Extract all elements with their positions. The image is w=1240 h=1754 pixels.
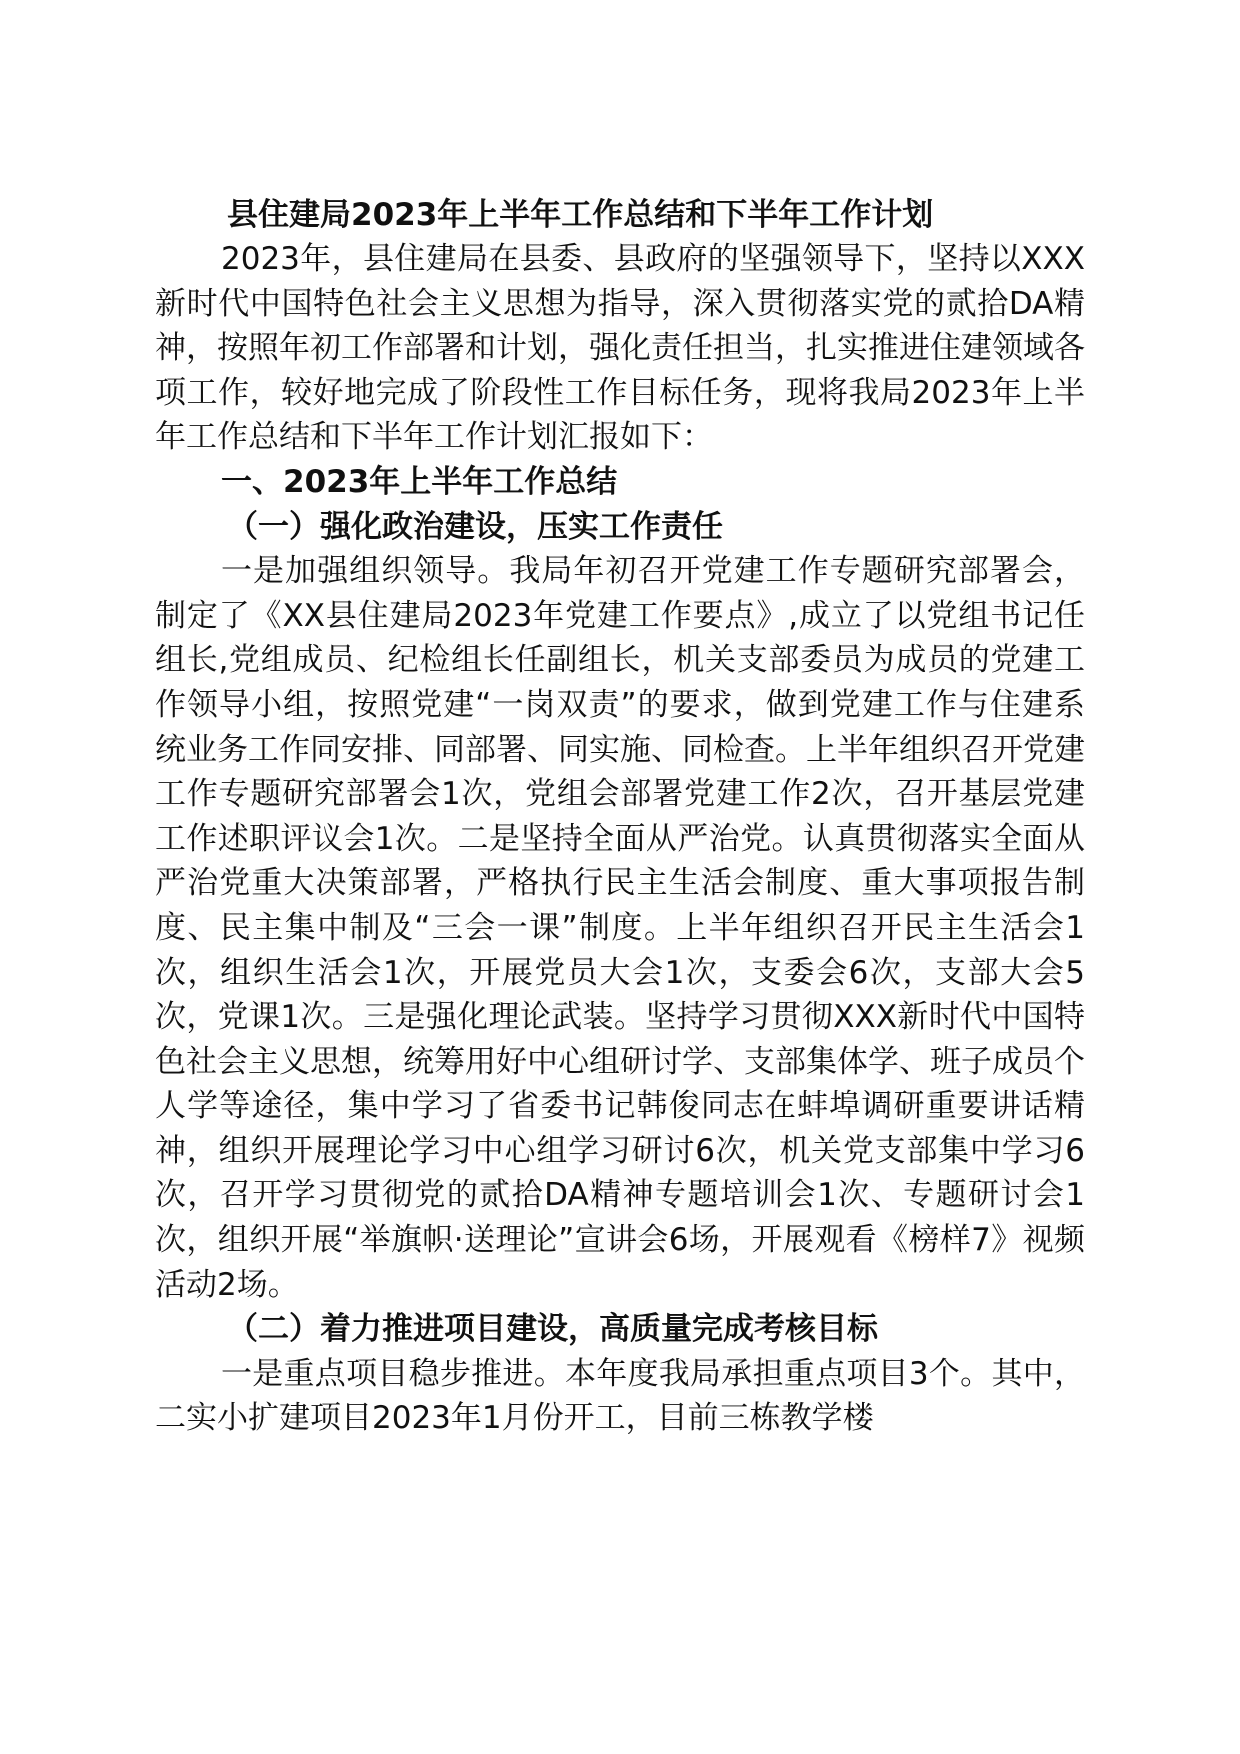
subsection-2-paragraph: 一是重点项目稳步推进。本年度我局承担重点项目3个。其中，二实小扩建项目2023年1月份开工，目前三栋教学楼 xyxy=(155,1355,1085,1437)
section-heading-1: 一、2023年上半年工作总结 xyxy=(221,463,618,500)
document-title: 县住建局2023年上半年工作总结和下半年工作计划 xyxy=(227,197,934,233)
subsection-heading-2: （二）着力推进项目建设，高质量完成考核目标 xyxy=(227,1311,878,1348)
document-page xyxy=(155,193,1085,1441)
subsection-heading-1: （一）强化政治建设，压实工作责任 xyxy=(227,508,723,545)
subsection-1-paragraph: 一是加强组织领导。我局年初召开党建工作专题研究部署会，制定了《XX县住建局2023年党建工作要点》,成立了以党组书记任组长,党组成员、纪检组长任副组长，机关支部委员为成员的党建工作领导小组，按照党建“一岗双责”的要求，做到党建工作与住建系统业务工作同安排、同部署、同实施、同检查。上半年组织召开党建工作专题研究部署会1次，党组会部署党建工作2次，召开基层党建工作述职评议会1次。二是坚持全面从严治党。认真贯彻落实全面从严治党重大决策部署，严格执行民主生活会制度、重大事项报告制度、民主集中制及“三会一课”制度。上半年组织召开民主生活会1次，组织生活会1次，开展党员大会1次，支委会6次，支部大会5次，党课1次。三是强化理论武装。坚持学习贯彻XXX新时代中国特色社会主义思想，统筹用好中心组研讨学、支部集体学、班子成员个人学等途径，集中学习了省委书记韩俊同志在蚌埠调研重要讲话精神，组织开展理论学习中心组学习研讨6次，机关党支部集中学习6次，召开学习贯彻党的贰拾DA精神专题培训会1次、专题研讨会1次，组织开展“举旗帜·送理论”宣讲会6场，开展观看《榜样7》视频活动2场。 xyxy=(155,553,1085,1303)
intro-paragraph: 2023年，县住建局在县委、县政府的坚强领导下，坚持以XXX新时代中国特色社会主义思想为指导，深入贯彻落实党的贰拾DA精神，按照年初工作部署和计划，强化责任担当，扎实推进住建领域各项工作，较好地完成了阶段性工作目标任务，现将我局2023年上半年工作总结和下半年工作计划汇报如下： xyxy=(155,241,1085,456)
